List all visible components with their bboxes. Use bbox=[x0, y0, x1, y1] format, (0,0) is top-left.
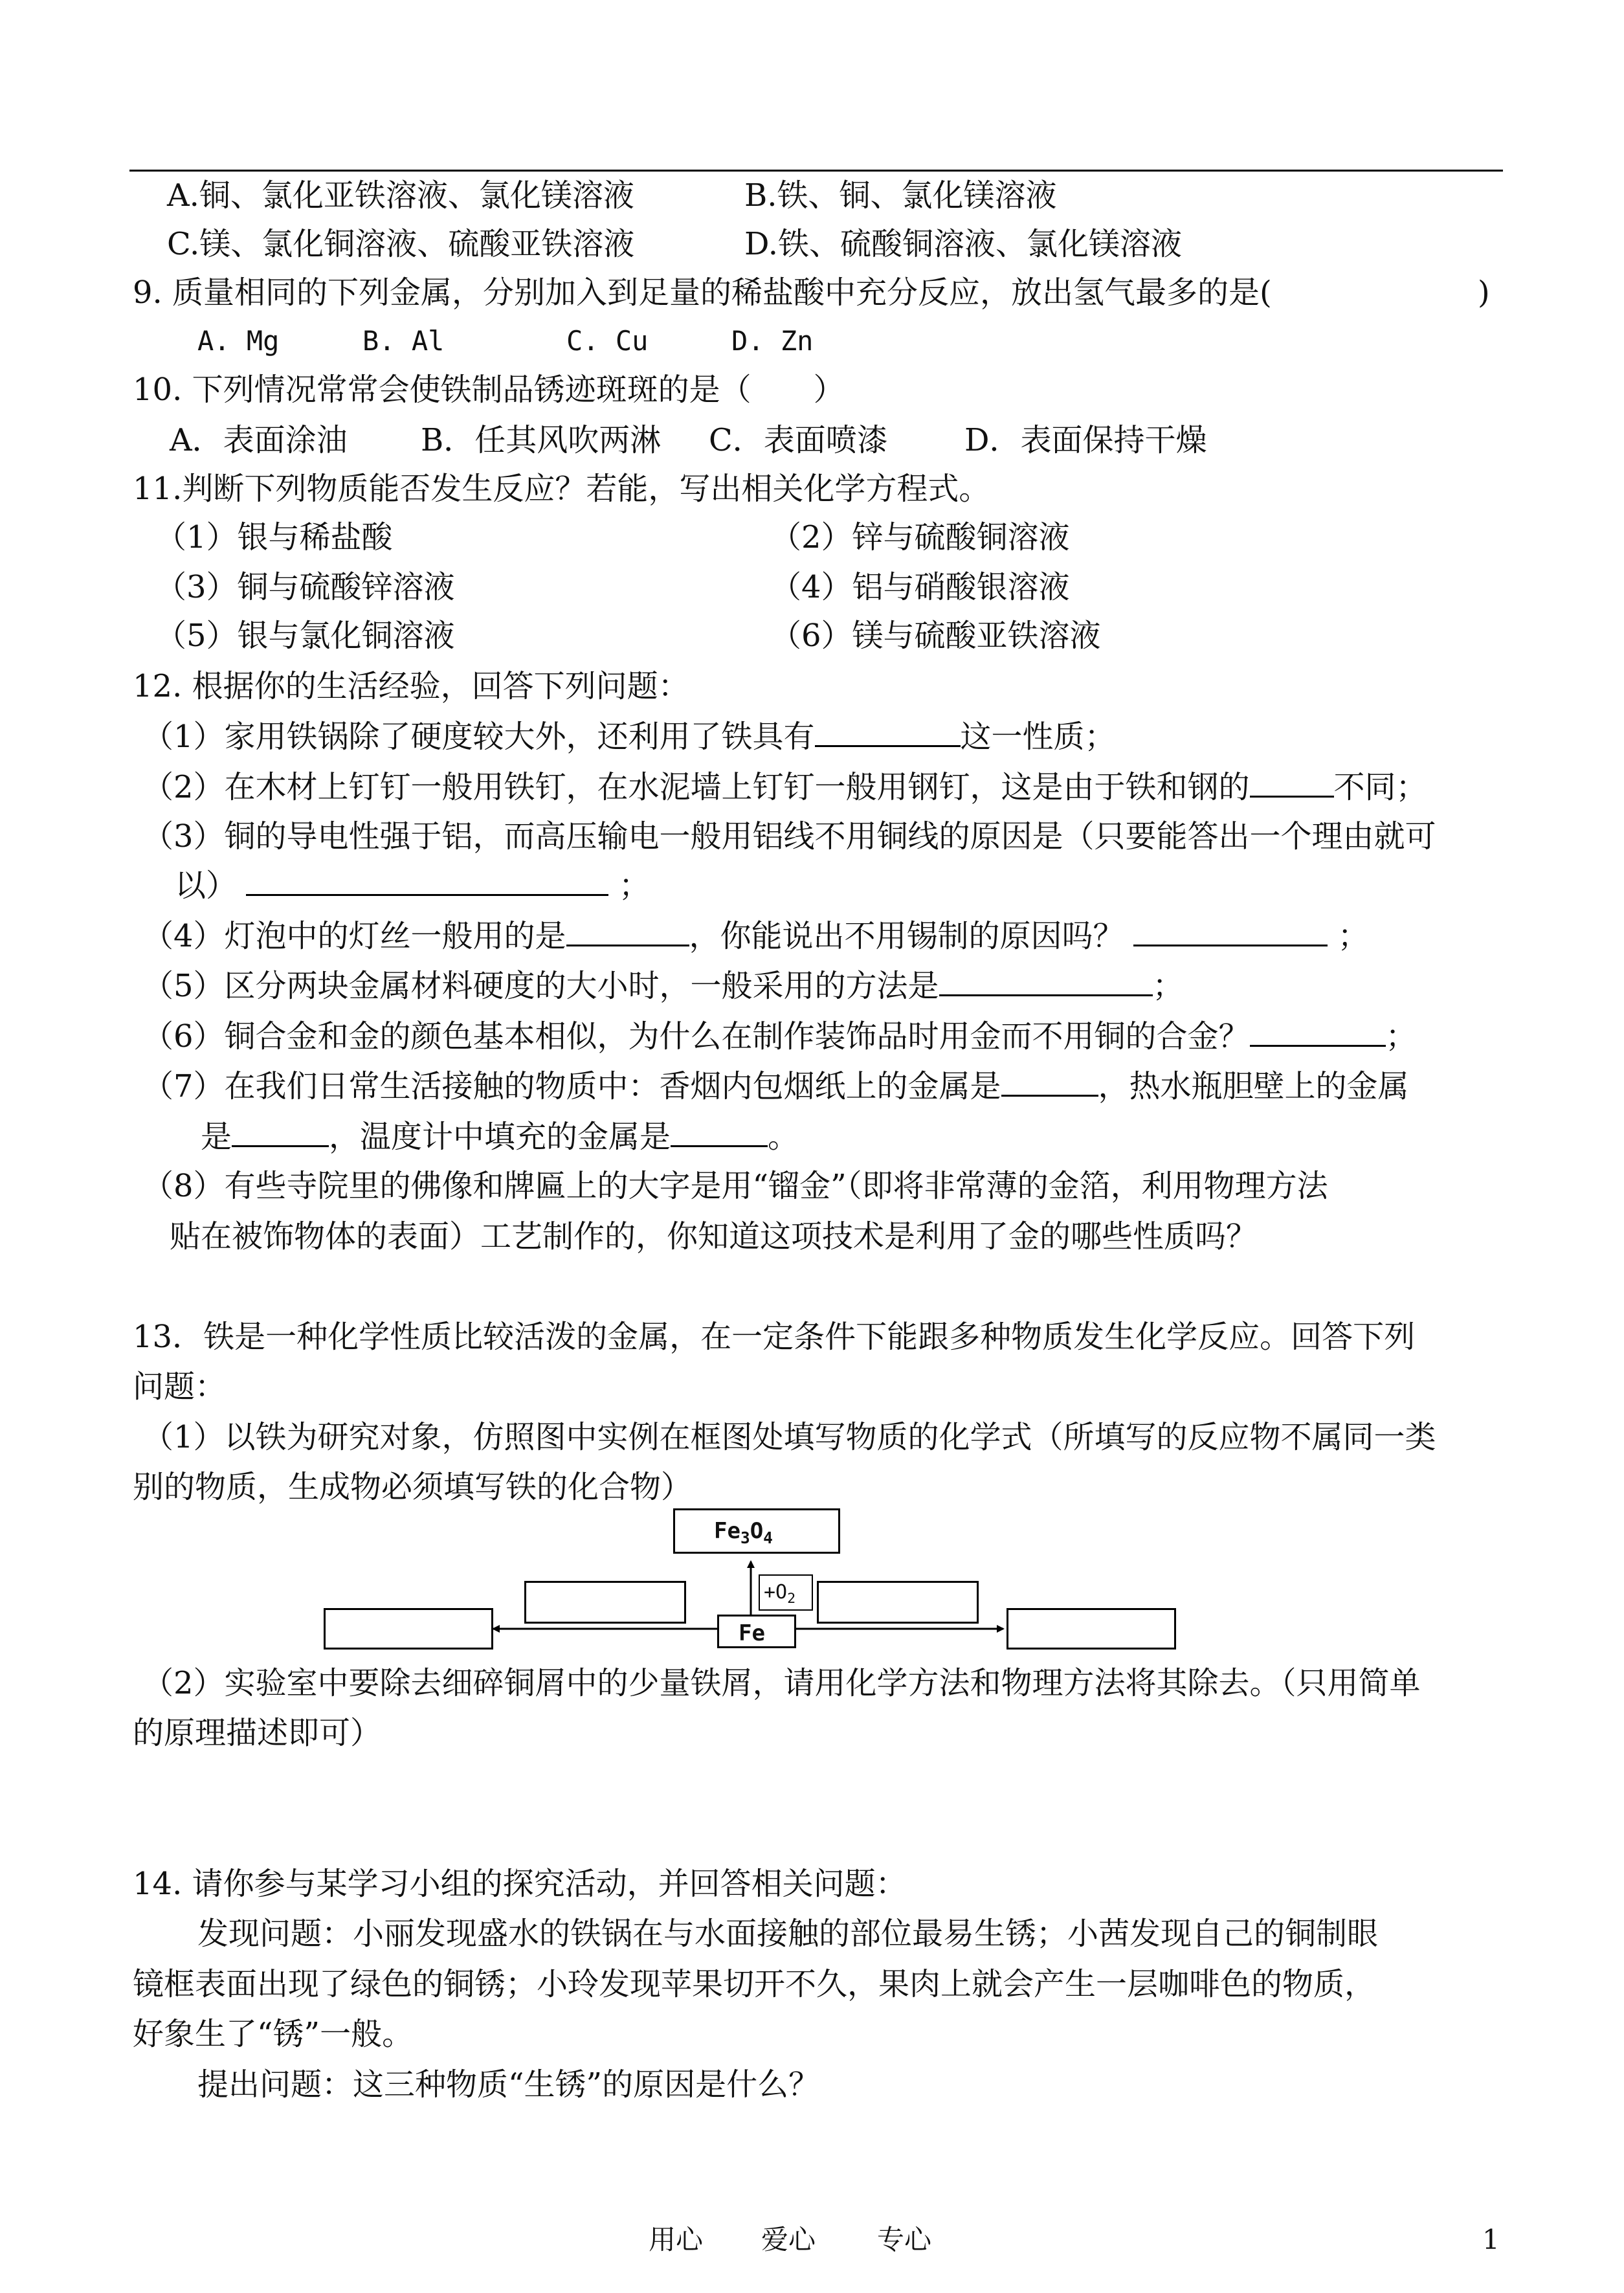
q9-option-d: D. Zn bbox=[731, 325, 814, 357]
answer-box-left-reactant[interactable] bbox=[524, 1581, 686, 1624]
o2-reagent-box bbox=[759, 1574, 813, 1611]
q8-option-b: B.铁、铜、氯化镁溶液 bbox=[744, 177, 1057, 214]
q9-close-paren: ) bbox=[1478, 274, 1490, 311]
q12-part-6: （6）铜合金和金的颜色基本相似，为什么在制作装饰品时用金而不用铜的合金？ ； bbox=[142, 1016, 1417, 1055]
q11-item-2: （2）锌与硫酸铜溶液 bbox=[770, 519, 1070, 555]
q12-part-5: （5）区分两块金属材料硬度的大小时，一般采用的方法是 ； bbox=[142, 966, 1184, 1005]
q12-blank-7b[interactable] bbox=[232, 1117, 329, 1147]
answer-box-right-reactant[interactable] bbox=[817, 1581, 979, 1624]
q14-finding-line3: 好象生了“锈”一般。 bbox=[133, 2016, 414, 2052]
fe3o4-box bbox=[673, 1508, 840, 1554]
q12-blank-2[interactable] bbox=[1250, 767, 1334, 798]
o2-reagent-label: $+O_2$ bbox=[764, 1581, 796, 1607]
q9-option-b: B. Al bbox=[362, 325, 445, 357]
footer-word-3: 专心 bbox=[877, 2224, 932, 2255]
q8-option-d: D.铁、硫酸铜溶液、氯化镁溶液 bbox=[744, 226, 1183, 262]
q10-option-a: A．表面涂油 bbox=[170, 422, 348, 458]
q13-part-1-line2: 别的物质，生成物必须填写铁的化合物） bbox=[133, 1469, 693, 1505]
q12-part-8-line1: （8）有些寺院里的佛像和牌匾上的大字是用“镏金”（即将非常薄的金箔，利用物理方法 bbox=[142, 1168, 1328, 1204]
q12-part-1: （1）家用铁锅除了硬度较大外，还利用了铁具有 这一性质； bbox=[142, 717, 1116, 755]
q12-part-7-line1: （7）在我们日常生活接触的物质中：香烟内包烟纸上的金属是 ，热水瓶胆壁上的金属 bbox=[142, 1066, 1409, 1105]
q11-stem: 11.判断下列物质能否发生反应？若能，写出相关化学方程式。 bbox=[133, 471, 990, 507]
q12-part-3-line2: 以） ； bbox=[175, 866, 650, 904]
q10-option-b: B．任其风吹两淋 bbox=[421, 422, 662, 458]
q12-part-7-line2: 是 ，温度计中填充的金属是 。 bbox=[201, 1117, 799, 1156]
q11-item-5: （5）银与氯化铜溶液 bbox=[155, 618, 455, 654]
q12-blank-6[interactable] bbox=[1250, 1016, 1386, 1047]
footer-word-2: 爱心 bbox=[761, 2224, 816, 2255]
q12-part-2: （2）在木材上钉钉一般用铁钉，在水泥墙上钉钉一般用钢钉，这是由于铁和钢的 不同； bbox=[142, 767, 1427, 806]
q13-stem-line1: 13．铁是一种化学性质比较活泼的金属，在一定条件下能跟多种物质发生化学反应。回答下列 bbox=[133, 1319, 1416, 1355]
q11-item-6: （6）镁与硫酸亚铁溶液 bbox=[770, 618, 1101, 654]
q13-stem-line2: 问题： bbox=[133, 1369, 227, 1405]
q12-blank-3[interactable] bbox=[246, 866, 608, 896]
q14-finding-line2: 镜框表面出现了绿色的铜锈；小玲发现苹果切开不久，果肉上就会产生一层咖啡色的物质， bbox=[133, 1966, 1376, 2002]
q12-part-8-line2: 贴在被饰物体的表面）工艺制作的，你知道这项技术是利用了金的哪些性质吗？ bbox=[170, 1218, 1258, 1255]
q9-option-a: A. Mg bbox=[197, 325, 280, 357]
q9-stem: 9. 质量相同的下列金属，分别加入到足量的稀盐酸中充分反应，放出氢气最多的是( bbox=[133, 274, 1272, 311]
q11-item-3: （3）铜与硫酸锌溶液 bbox=[155, 569, 455, 605]
q12-part-3-line1: （3）铜的导电性强于铝，而高压输电一般用铝线不用铜线的原因是（只要能答出一个理由就可 bbox=[142, 818, 1436, 855]
header-rule bbox=[129, 170, 1503, 172]
page-number: 1 bbox=[1482, 2224, 1500, 2255]
q12-blank-7c[interactable] bbox=[671, 1117, 768, 1147]
fe-label: Fe bbox=[739, 1620, 765, 1646]
q14-stem: 14. 请你参与某学习小组的探究活动，并回答相关问题： bbox=[133, 1866, 907, 1902]
q10-option-c: C．表面喷漆 bbox=[709, 422, 888, 458]
fe3o4-label: $Fe_3O_4$ bbox=[714, 1518, 773, 1547]
iron-reaction-diagram bbox=[324, 1508, 1243, 1657]
q12-stem: 12. 根据你的生活经验，回答下列问题： bbox=[133, 668, 689, 704]
q13-part-2-line2: 的原理描述即可） bbox=[133, 1715, 382, 1751]
q8-option-a: A.铜、氯化亚铁溶液、氯化镁溶液 bbox=[167, 177, 634, 214]
q12-blank-4a[interactable] bbox=[566, 916, 689, 946]
fe-center-box bbox=[717, 1615, 796, 1648]
q12-part-4: （4）灯泡中的灯丝一般用的是 ，你能说出不用锡制的原因吗？ ； bbox=[142, 916, 1369, 955]
q11-item-4: （4）铝与硝酸银溶液 bbox=[770, 569, 1070, 605]
q13-part-1-line1: （1）以铁为研究对象，仿照图中实例在框图处填写物质的化学式（所填写的反应物不属同一类 bbox=[142, 1419, 1436, 1455]
q14-question: 提出问题：这三种物质“生锈”的原因是什么？ bbox=[197, 2066, 820, 2103]
q11-item-1: （1）银与稀盐酸 bbox=[155, 519, 393, 555]
answer-box-far-left[interactable] bbox=[324, 1608, 493, 1650]
q8-option-c: C.镁、氯化铜溶液、硫酸亚铁溶液 bbox=[167, 226, 635, 262]
q12-blank-7a[interactable] bbox=[1001, 1066, 1098, 1097]
q12-blank-1[interactable] bbox=[815, 717, 961, 747]
q12-blank-4b[interactable] bbox=[1133, 916, 1328, 946]
q10-option-d: D．表面保持干燥 bbox=[964, 422, 1207, 458]
footer-word-1: 用心 bbox=[649, 2224, 704, 2255]
q14-finding-line1: 发现问题：小丽发现盛水的铁锅在与水面接触的部位最易生锈；小茜发现自己的铜制眼 bbox=[197, 1916, 1379, 1952]
q9-option-c: C. Cu bbox=[566, 325, 649, 357]
q10-stem: 10. 下列情况常常会使铁制品锈迹斑斑的是（ ） bbox=[133, 372, 845, 408]
q13-part-2-line1: （2）实验室中要除去细碎铜屑中的少量铁屑，请用化学方法和物理方法将其除去。（只用简单 bbox=[142, 1665, 1421, 1701]
q12-blank-5[interactable] bbox=[939, 966, 1153, 996]
answer-box-far-right[interactable] bbox=[1007, 1608, 1176, 1650]
